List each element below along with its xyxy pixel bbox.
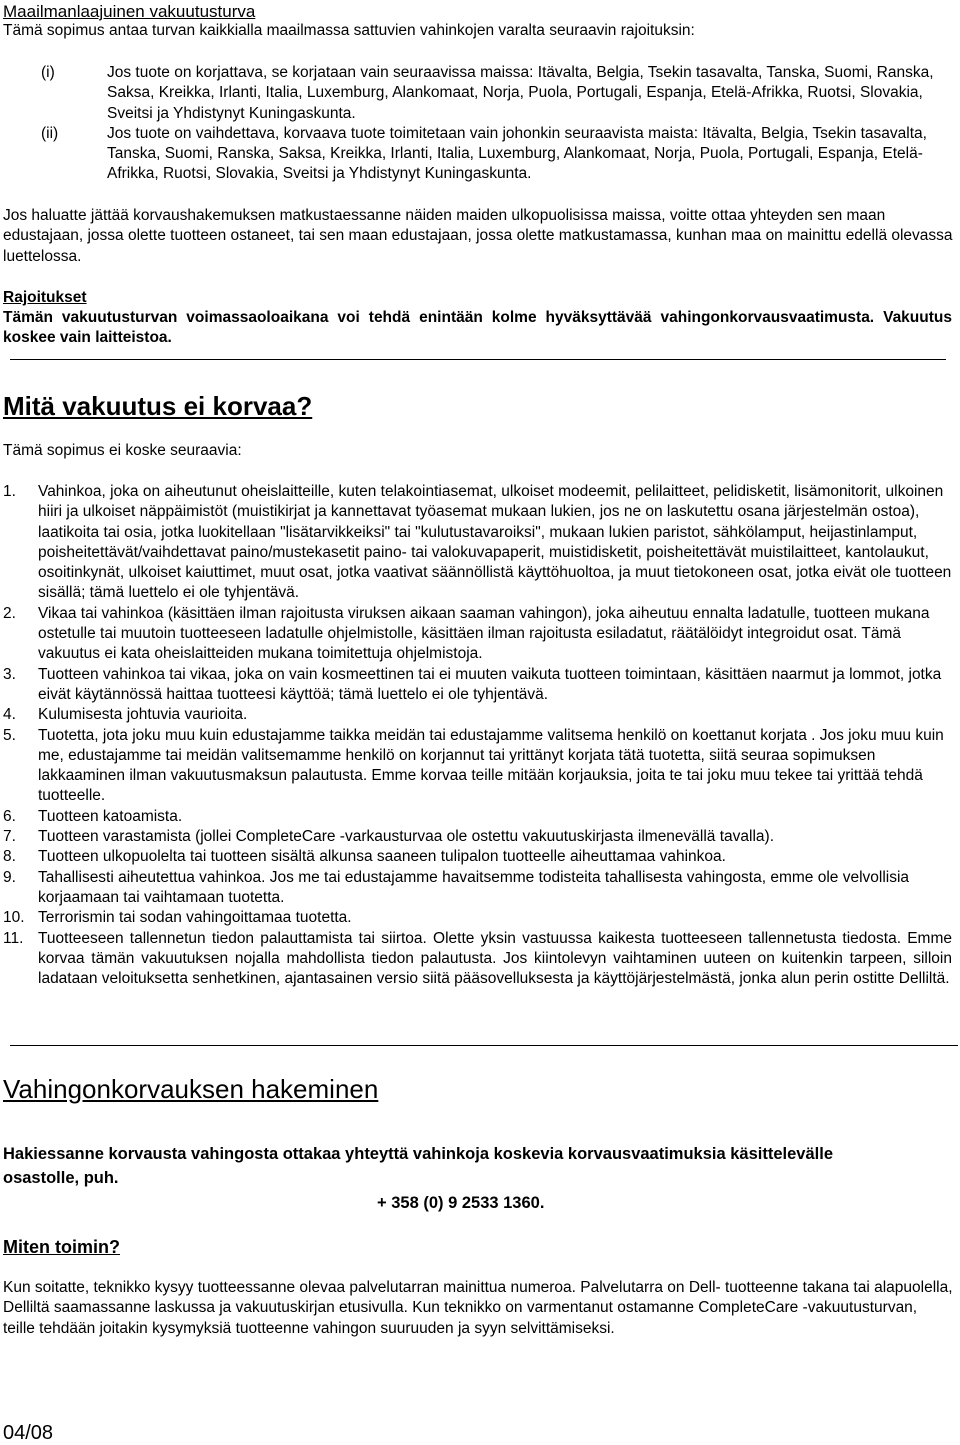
list-marker: 1. bbox=[3, 483, 16, 500]
list-item bbox=[0, 827, 960, 847]
list-item-text: Vikaa tai vahinkoa (käsittäen ilman rajoitusta viruksen aikaan saaman vahingon), joka aiheutuu ennalta ladatulle, tuotteen mukana ostetulle tai muutoin tuotteeseen ladatulle ohjelmistolle, käsittäen ilman rajoitusta esiladatut, räätälöidyt integroidut osat. Tämä vakuutus ei kata oheislaitteiden mukana toimitettuja ohjelmistoja. bbox=[38, 604, 930, 663]
list-item-text: Tuotteeseen tallennetun tiedon palauttamista tai siirtoa. Olette yksin vastuussa kaikesta tuotteeseen tallennetusta tiedosta. Emme korvaa tämän vakuutuksen nojalla mahdollista tiedon palautusta. Jos kiintolevyn vaihtaminen uuteen on kuitenkin tarpeen, silloin ladataan veloituksetta senhetkinen, ajantasainen versio siitä pääsovelluksesta ja käyttöjärjestelmästä, jonka alun perin ostitte Delliltä. bbox=[38, 929, 952, 988]
divider bbox=[10, 359, 946, 360]
list-marker: 3. bbox=[3, 665, 16, 683]
contact-paragraph: Jos haluatte jättää korvaushakemuksen matkustaessanne näiden maiden ulkopuolisissa maissa, voitte ottaa yhteyden sen maan edustajaan, jossa olette tuotteen ostaneet, tai sen maan edustajaan, jossa olette matkustamassa, kunhan maa on mainittu edellä olevassa luettelossa. bbox=[3, 207, 953, 265]
list-item bbox=[0, 807, 960, 827]
limitations-heading: Rajoitukset bbox=[3, 289, 87, 306]
list-item bbox=[0, 726, 960, 807]
intro-text: Tämä sopimus antaa turvan kaikkialla maailmassa sattuvien vahinkojen varalta seuraavin rajoituksin: bbox=[3, 22, 695, 39]
list-item-text: Tuotteen vahinkoa tai vikaa, joka on vain kosmeettinen tai ei muuten vaikuta tuotteen toimintaan, käsittäen naarmut ja lommot, jotka eivät käytännössä haittaa tuotteesi käyttöä; tämä luettelo ei ole tyhjentävä. bbox=[38, 665, 942, 703]
list-marker: 7. bbox=[3, 828, 16, 846]
list-marker: 2. bbox=[3, 604, 16, 622]
claim-heading: Vahingonkorvauksen hakeminen bbox=[3, 1074, 379, 1104]
how-to-proceed-heading: Miten toimin? bbox=[3, 1237, 120, 1257]
list-marker: (ii) bbox=[41, 124, 59, 142]
list-item bbox=[0, 908, 960, 928]
limitations-text: Tämän vakuutusturvan voimassaoloaikana voi tehdä enintään kolme hyväksyttävää vahingonkorvausvaatimusta. Vakuutus koskee vain laitteistoa. bbox=[3, 309, 952, 347]
list-item bbox=[0, 705, 960, 725]
list-item-text: Tuotteen varastamista (jollei CompleteCare -varkausturvaa ole ostettu vakuutuskirjasta ilmenevällä tavalla). bbox=[38, 828, 775, 846]
divider bbox=[10, 1045, 958, 1046]
list-marker: 4. bbox=[3, 706, 16, 724]
list-marker: 6. bbox=[3, 807, 16, 825]
country-restrictions-list bbox=[0, 63, 960, 185]
list-marker: 11. bbox=[3, 929, 24, 947]
list-item-text: Tuotteen katoamista. bbox=[38, 807, 183, 825]
list-marker: 9. bbox=[3, 868, 16, 886]
list-item bbox=[0, 124, 960, 185]
list-item-text: Vahinkoa, joka on aiheutunut oheislaitteille, kuten telakointiasemat, ulkoiset modeemit, pelilaitteet, pelidisketit, lisämonitorit, ulkoinen hiiri ja ulkoiset näppäimistöt (muistikirjat ja kannettavat työasemat mukaan lukien, jos ne on laskutettu osana järjestelmän ostoa), laatikoita tai osia, jotka luokitellaan "lisätarvikkeiksi" tai "kulutustavaroiksi", mukaan lukien paristot, sähkölamput, heijastinlamput, poisheitettävät/vaihdettavat paino/mustekasetit paino- tai valokuvapaperit, muistidisketit, poisheitettävät muistilaitteet, kantolaukut, osoitinkynät, ulkoiset kaiuttimet, muut osat, jotka vaativat säännöllistä käyttöhuoltoa, ja muut tietokoneen osat, jotka eivät ole tuotteen sisällä; tämä luettelo ei ole tyhjentävä. bbox=[38, 483, 952, 602]
list-marker: 8. bbox=[3, 848, 16, 866]
section-title-worldwide-coverage: Maailmanlaajuinen vakuutusturva bbox=[3, 2, 256, 21]
list-item bbox=[0, 665, 960, 706]
claim-phone-number: + 358 (0) 9 2533 1360. bbox=[377, 1194, 545, 1212]
list-item-text: Jos tuote on korjattava, se korjataan vain seuraavissa maissa: Itävalta, Belgia, Tsekin tasavalta, Tanska, Suomi, Ranska, Saksa, Kreikka, Irlanti, Italia, Luxemburg, Alankomaat, Norja, Puola, Portugali, Espanja, Etelä-Afrikka, Ruotsi, Slovakia, Sveitsi ja Yhdistynyt Kuningaskunta. bbox=[107, 64, 934, 122]
list-item-text: Tahallisesti aiheutettua vahinkoa. Jos me tai edustajamme havaitsemme todisteita tahallisesta vahingosta, emme ole velvollisia korjaamaan tai vaihtamaan tuotetta. bbox=[38, 868, 910, 906]
list-item-text: Tuotteen ulkopuolelta tai tuotteen sisältä alkunsa saaneen tulipalon tuotteelle aiheuttamaa vahinkoa. bbox=[38, 848, 726, 866]
list-item-text: Terrorismin tai sodan vahingoittamaa tuotetta. bbox=[38, 909, 352, 927]
not-covered-heading: Mitä vakuutus ei korvaa? bbox=[3, 391, 313, 421]
claim-instructions: Hakiessanne korvausta vahingosta ottakaa yhteyttä vahinkoja koskevia korvausvaatimuksia käsittelevälle osastolle, puh. bbox=[3, 1144, 833, 1187]
list-item bbox=[0, 482, 960, 604]
list-item-text: Jos tuote on vaihdettava, korvaava tuote toimitetaan vain johonkin seuraavista maista: Itävalta, Belgia, Tsekin tasavalta, Tanska, Suomi, Ranska, Saksa, Kreikka, Irlanti, Italia, Luxemburg, Alankomaat, Norja, Puola, Portugali, Espanja, Etelä-Afrikka, Ruotsi, Slovakia, Sveitsi ja Yhdistynyt Kuningaskunta. bbox=[107, 124, 927, 183]
list-marker: (i) bbox=[41, 64, 55, 81]
list-item bbox=[0, 868, 960, 909]
list-item bbox=[0, 604, 960, 665]
list-item-text: Tuotetta, jota joku muu kuin edustajamme taikka meidän tai edustajamme valitsema henkilö on koettanut korjata . Jos joku muu kuin me, edustajamme tai meidän valitsemamme henkilö on korjannut tai yrittänyt korjata tätä tuotetta, siitä seuraa sopimuksen lakkaaminen ilman vakuutusmaksun palautusta. Emme korvaa teille mitään korjauksia, joita te tai joku muu tekee tai yrittää tehdä tuotteelle. bbox=[38, 726, 944, 805]
list-item-text: Kulumisesta johtuvia vaurioita. bbox=[38, 706, 248, 724]
list-item bbox=[0, 929, 960, 990]
list-item bbox=[0, 63, 960, 124]
list-marker: 10. bbox=[3, 909, 25, 927]
list-item bbox=[0, 847, 960, 867]
not-covered-intro: Tämä sopimus ei koske seuraavia: bbox=[3, 442, 242, 459]
list-marker: 5. bbox=[3, 726, 16, 744]
how-to-proceed-text: Kun soitatte, teknikko kysyy tuotteessanne olevaa palvelutarran mainittua numeroa. Palvelutarra on Dell- tuotteenne takana tai alapuolella, Delliltä saamassanne laskussa ja vakuutuskirjan etusivulla. Kun teknikko on varmentanut ostamanne CompleteCare -vakuutusturvan, teille tehdään joitakin kysymyksiä tuotteenne vahingon suuruuden ja syyn selvittämiseksi. bbox=[3, 1279, 953, 1337]
page-number: 04/08 bbox=[3, 1422, 54, 1444]
exclusions-list bbox=[0, 482, 960, 989]
